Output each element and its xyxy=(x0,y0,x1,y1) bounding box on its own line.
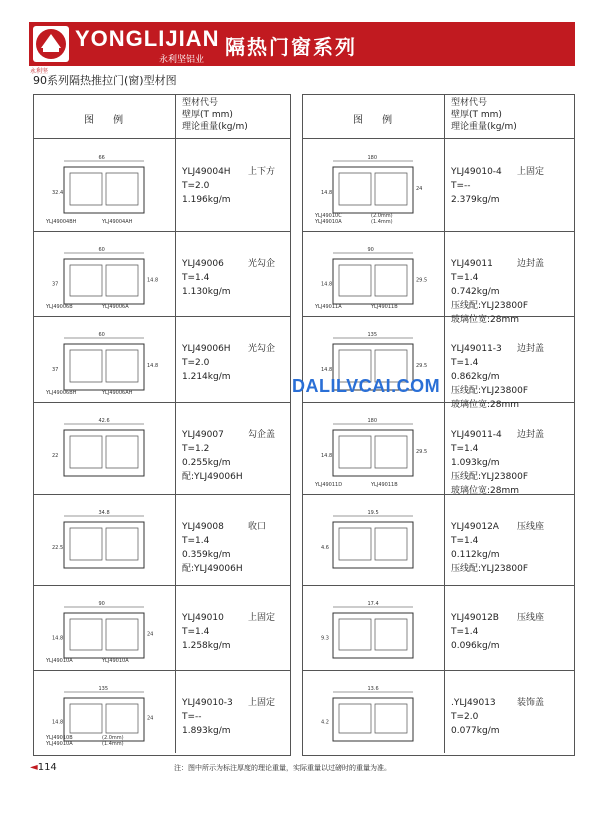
profile-drawing-cell xyxy=(303,402,445,494)
company-logo xyxy=(33,26,69,62)
dimension-label: 22 xyxy=(52,453,59,459)
dimension-label: 4.2 xyxy=(321,719,329,726)
part-code-label: YLJ49004BH xyxy=(46,219,77,225)
profile-row xyxy=(34,494,290,586)
profile-drawing-cell xyxy=(34,670,176,753)
profile-cross-section-drawing xyxy=(34,316,175,402)
profile-spec-line: T=1.4 xyxy=(451,444,479,454)
dimension-label: 22.5 xyxy=(52,545,64,551)
part-code-label: YLJ49006B xyxy=(46,304,73,310)
profile-spec-line: 0.862kg/m xyxy=(451,372,500,382)
profile-row xyxy=(34,402,290,495)
profile-row xyxy=(34,139,290,232)
profile-spec-line: 1.214kg/m xyxy=(182,372,231,382)
dimension-label: 37 xyxy=(52,281,59,288)
profile-cross-section-drawing xyxy=(34,670,175,753)
series-title: 隔热门窗系列 xyxy=(225,35,357,59)
profile-code: YLJ49008 xyxy=(182,522,224,532)
part-code-label: YLJ49011B xyxy=(371,304,398,310)
right-profile-table xyxy=(302,94,575,756)
profile-spec-line: T=2.0 xyxy=(182,358,210,368)
profile-type: 上下方 xyxy=(248,167,276,177)
profile-row xyxy=(303,402,574,495)
header-thickness-label: 壁厚(T mm) xyxy=(182,110,233,120)
profile-spec-line: 2.379kg/m xyxy=(451,195,500,205)
profile-spec-line: 1.093kg/m xyxy=(451,458,500,468)
part-code-label: YLJ49010A xyxy=(102,658,129,664)
profile-code: .YLJ49013 xyxy=(451,698,496,708)
dimension-label: 90 xyxy=(367,247,374,253)
profile-code: YLJ49011-3 xyxy=(451,344,502,354)
dimension-label: 14.8 xyxy=(321,190,333,196)
dimension-label: 180 xyxy=(367,155,378,161)
profile-chambers xyxy=(70,173,138,205)
profile-cross-section-drawing xyxy=(303,494,444,585)
profile-spec-line: T=-- xyxy=(451,181,471,191)
profile-spec-line: 配:YLJ49006H xyxy=(182,564,243,574)
part-code-label: YLJ49010A xyxy=(46,741,73,747)
part-code-label: YLJ49010B xyxy=(46,735,73,741)
profile-chambers xyxy=(70,436,138,468)
profile-type: 压线座 xyxy=(517,613,545,623)
part-code-label: YLJ49006A xyxy=(102,304,129,310)
profile-row xyxy=(34,231,290,317)
profile-chambers xyxy=(70,528,138,560)
profile-row xyxy=(34,585,290,671)
profile-outline xyxy=(64,430,144,476)
brand-name: YONGLIJIAN xyxy=(75,26,220,51)
dimension-label: 135 xyxy=(98,686,109,692)
profile-chambers xyxy=(70,265,138,296)
profile-outline xyxy=(333,259,413,304)
table-header xyxy=(34,95,290,139)
profile-chambers xyxy=(339,436,407,468)
profile-chambers xyxy=(70,704,138,733)
profile-drawing-cell xyxy=(34,494,176,585)
profile-type: 边封盖 xyxy=(517,344,545,354)
profile-type: 收口 xyxy=(248,522,267,532)
dimension-label: 17.4 xyxy=(367,601,379,607)
profile-spec-line: T=2.0 xyxy=(182,181,210,191)
header-weight-label: 理论重量(kg/m) xyxy=(451,122,517,132)
profile-type: 上固定 xyxy=(248,698,276,708)
dimension-label: 34.8 xyxy=(98,510,110,516)
profile-cross-section-drawing xyxy=(34,585,175,670)
profile-row xyxy=(303,139,574,232)
profile-outline xyxy=(333,167,413,213)
footer-note: 注：图中所示为标注厚度的理论重量，实际重量以过磅时的重量为准。 xyxy=(174,764,391,772)
header-weight-label: 理论重量(kg/m) xyxy=(182,122,248,132)
profile-spec-line: 0.077kg/m xyxy=(451,726,500,736)
profile-spec-line: 玻璃位宽:28mm xyxy=(451,315,520,325)
profile-type: 光勾企 xyxy=(248,344,276,354)
profile-spec-cell xyxy=(451,611,544,653)
dimension-label: 14.8 xyxy=(321,367,333,373)
profile-drawing-cell xyxy=(303,494,445,585)
header-illustration-label: 图 例 xyxy=(353,115,401,126)
dimension-label: 90 xyxy=(98,601,105,607)
profile-spec-line: 玻璃位宽:28mm xyxy=(451,400,520,410)
profile-cross-section-drawing xyxy=(303,402,444,494)
profile-spec-line: 1.893kg/m xyxy=(182,726,231,736)
profile-chambers xyxy=(339,704,407,733)
profile-drawing-cell xyxy=(34,231,176,316)
profile-code: YLJ49012A xyxy=(451,522,499,532)
part-code-label: (1.4mm) xyxy=(102,741,124,747)
brand-subtitle: 永利坚铝业 xyxy=(159,55,205,65)
dimension-label: 66 xyxy=(98,155,105,161)
profile-spec-line: T=1.4 xyxy=(451,358,479,368)
profile-cross-section-drawing xyxy=(34,139,175,231)
profile-drawing-cell xyxy=(303,670,445,753)
dimension-label: 14.8 xyxy=(52,719,64,726)
profile-spec-cell xyxy=(451,428,544,498)
part-code-label: (2.0mm) xyxy=(102,735,124,741)
profile-row xyxy=(303,494,574,586)
profile-cross-section-drawing xyxy=(303,670,444,753)
part-code-label: YLJ49011B xyxy=(371,482,398,488)
dimension-label: 14.8 xyxy=(52,635,64,642)
dimension-label: 135 xyxy=(367,332,378,338)
header-banner xyxy=(29,22,575,66)
dimension-label: 14.8 xyxy=(147,363,159,369)
page-marker-icon: ◄ xyxy=(30,762,38,773)
profile-outline xyxy=(333,430,413,476)
profile-spec-line: 压线配:YLJ23800F xyxy=(451,564,529,574)
profile-spec-line: 0.096kg/m xyxy=(451,641,500,651)
profile-code: YLJ49011-4 xyxy=(451,430,502,440)
profile-outline xyxy=(333,522,413,568)
profile-drawing-cell xyxy=(303,585,445,670)
profile-drawing-cell xyxy=(34,585,176,670)
dimension-label: 32.4 xyxy=(52,190,64,196)
profile-spec-line: 玻璃位宽:28mm xyxy=(451,486,520,496)
profile-type: 光勾企 xyxy=(248,259,276,269)
profile-chambers xyxy=(339,619,407,650)
profile-spec-cell xyxy=(182,165,275,207)
profile-spec-line: 1.130kg/m xyxy=(182,287,231,297)
dimension-label: 24 xyxy=(147,631,154,638)
profile-type: 勾企盖 xyxy=(248,430,276,440)
part-code-label: YLJ49011A xyxy=(315,304,342,310)
profile-outline xyxy=(64,613,144,658)
logo-emblem-icon xyxy=(33,26,69,62)
profile-spec-cell xyxy=(182,428,275,484)
profile-spec-line: 0.112kg/m xyxy=(451,550,500,560)
header-spec-col xyxy=(451,97,517,133)
profile-spec-cell xyxy=(451,165,544,207)
profile-outline xyxy=(64,167,144,213)
profile-spec-line: T=-- xyxy=(182,712,202,722)
profile-code: YLJ49011 xyxy=(451,259,493,269)
header-code-label: 型材代号 xyxy=(182,98,219,108)
part-code-label: YLJ49010C xyxy=(315,213,342,219)
left-profile-table xyxy=(33,94,291,756)
profile-outline xyxy=(64,344,144,390)
profile-spec-line: T=1.4 xyxy=(451,273,479,283)
profile-spec-cell xyxy=(451,696,544,738)
page-number-value: 114 xyxy=(37,762,57,773)
profile-chambers xyxy=(70,350,138,382)
profile-row xyxy=(34,670,290,753)
profile-spec-line: 压线配:YLJ23800F xyxy=(451,301,529,311)
dimension-label: 60 xyxy=(98,332,105,338)
dimension-label: 14.8 xyxy=(321,453,333,459)
profile-spec-line: 0.359kg/m xyxy=(182,550,231,560)
logo-caption: 永利坚 xyxy=(30,68,49,75)
profile-spec-line: T=1.4 xyxy=(182,627,210,637)
profile-chambers xyxy=(339,173,407,205)
profile-spec-line: 1.196kg/m xyxy=(182,195,231,205)
dimension-label: 19.5 xyxy=(367,510,379,516)
part-code-label: YLJ49011D xyxy=(315,482,343,488)
profile-code: YLJ49006H xyxy=(182,344,231,354)
table-header xyxy=(303,95,574,139)
profile-type: 边封盖 xyxy=(517,259,545,269)
part-code-label: YLJ49010A xyxy=(46,658,73,664)
header-illustration-col xyxy=(34,95,176,138)
dimension-label: 9.3 xyxy=(321,635,329,642)
profile-spec-line: 0.742kg/m xyxy=(451,287,500,297)
dimension-label: 180 xyxy=(367,418,378,424)
profile-code: YLJ49006 xyxy=(182,259,224,269)
profile-cross-section-drawing xyxy=(303,231,444,316)
profile-spec-cell xyxy=(182,696,275,738)
profile-spec-line: T=1.2 xyxy=(182,444,210,454)
profile-spec-cell xyxy=(182,611,275,653)
profile-outline xyxy=(64,259,144,304)
profile-cross-section-drawing xyxy=(34,231,175,316)
part-code-label: YLJ49010A xyxy=(315,219,342,225)
profile-cross-section-drawing xyxy=(303,585,444,670)
profile-spec-cell xyxy=(182,520,266,576)
part-code-label: YLJ49006BH xyxy=(46,390,77,396)
profile-chambers xyxy=(70,619,138,650)
part-code-label: (2.0mm) xyxy=(371,213,393,219)
profile-cross-section-drawing xyxy=(34,402,175,494)
dimension-label: 42.6 xyxy=(98,418,110,424)
page-title: 90系列隔热推拉门(窗)型材图 xyxy=(33,74,177,87)
dimension-label: 13.6 xyxy=(367,686,379,692)
profile-outline xyxy=(333,613,413,658)
profile-row xyxy=(303,670,574,753)
profile-drawing-cell xyxy=(34,402,176,494)
dimension-label: 37 xyxy=(52,367,59,373)
profile-code: YLJ49010 xyxy=(182,613,224,623)
header-spec-col xyxy=(182,97,248,133)
profile-type: 压线座 xyxy=(517,522,545,532)
profile-spec-cell xyxy=(451,520,544,576)
dimension-label: 29.5 xyxy=(416,277,428,284)
profile-drawing-cell xyxy=(303,139,445,231)
profile-spec-line: 配:YLJ49006H xyxy=(182,472,243,482)
profile-spec-line: T=1.4 xyxy=(182,273,210,283)
profile-spec-line: T=1.4 xyxy=(451,627,479,637)
profile-spec-line: T=2.0 xyxy=(451,712,479,722)
profile-drawing-cell xyxy=(303,231,445,316)
profile-type: 装饰盖 xyxy=(517,698,545,708)
profile-spec-cell xyxy=(182,257,275,299)
profile-spec-line: 1.258kg/m xyxy=(182,641,231,651)
profile-chambers xyxy=(339,265,407,296)
part-code-label: (1.4mm) xyxy=(371,219,393,225)
page-number xyxy=(30,762,57,773)
profile-type: 上固定 xyxy=(248,613,276,623)
dimension-label: 24 xyxy=(147,715,154,722)
header-thickness-label: 壁厚(T mm) xyxy=(451,110,502,120)
profile-row xyxy=(303,231,574,325)
profile-code: YLJ49010-3 xyxy=(182,698,233,708)
watermark: DALILVCAI.COM xyxy=(292,376,441,396)
profile-drawing-cell xyxy=(34,316,176,402)
profile-spec-line: T=1.4 xyxy=(182,536,210,546)
profile-row xyxy=(303,585,574,671)
profile-spec-line: 压线配:YLJ23800F xyxy=(451,472,529,482)
profile-cross-section-drawing xyxy=(303,139,444,231)
dimension-label: 60 xyxy=(98,247,105,253)
profile-chambers xyxy=(339,528,407,560)
profile-drawing-cell xyxy=(34,139,176,231)
profile-code: YLJ49012B xyxy=(451,613,499,623)
dimension-label: 14.8 xyxy=(321,281,333,288)
dimension-label: 4.6 xyxy=(321,545,329,551)
dimension-label: 24 xyxy=(416,186,423,192)
part-code-label: YLJ49004AH xyxy=(102,219,133,225)
profile-code: YLJ49007 xyxy=(182,430,224,440)
dimension-label: 29.5 xyxy=(416,363,428,369)
header-code-label: 型材代号 xyxy=(451,98,488,108)
profile-spec-line: T=1.4 xyxy=(451,536,479,546)
header-illustration-label: 图 例 xyxy=(84,115,132,126)
profile-cross-section-drawing xyxy=(34,494,175,585)
profile-outline xyxy=(64,522,144,568)
profile-outline xyxy=(333,698,413,741)
profile-code: YLJ49004H xyxy=(182,167,231,177)
profile-code: YLJ49010-4 xyxy=(451,167,502,177)
profile-row xyxy=(34,316,290,403)
profile-spec-line: 0.255kg/m xyxy=(182,458,231,468)
header-illustration-col xyxy=(303,95,445,138)
profile-type: 边封盖 xyxy=(517,430,545,440)
dimension-label: 29.5 xyxy=(416,449,428,455)
part-code-label: YLJ49006AH xyxy=(102,390,133,396)
profile-spec-line: 压线配:YLJ23800F xyxy=(451,386,529,396)
profile-type: 上固定 xyxy=(517,167,545,177)
dimension-label: 14.8 xyxy=(147,277,159,284)
profile-spec-cell xyxy=(182,342,275,384)
